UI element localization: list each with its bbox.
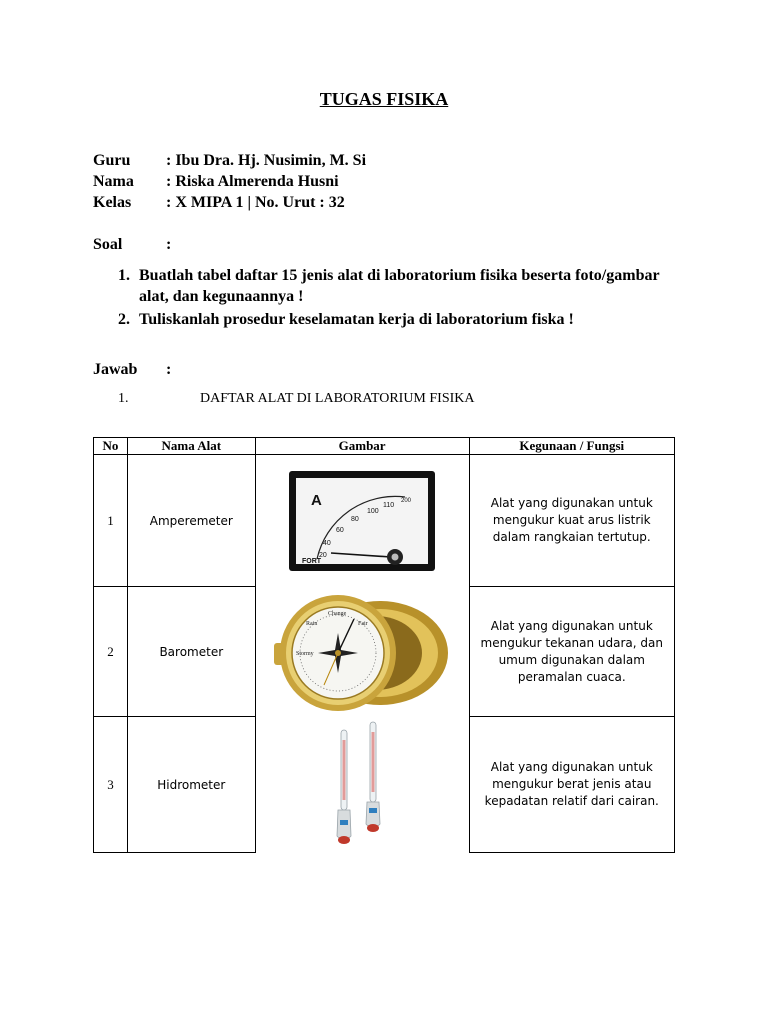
row-fungsi bbox=[469, 587, 674, 717]
ammeter-image bbox=[287, 469, 437, 573]
info-label: Guru bbox=[93, 152, 131, 169]
header-no: No bbox=[94, 438, 128, 455]
row-image-cell bbox=[255, 717, 469, 853]
row-fungsi bbox=[469, 717, 674, 853]
row-name: Amperemeter bbox=[127, 455, 255, 587]
soal-item-text: Tuliskanlah prosedur keselamatan kerja di laboratorium fiska ! bbox=[139, 311, 574, 328]
row-fungsi bbox=[469, 455, 674, 587]
info-label: Nama bbox=[93, 173, 134, 190]
soal-item bbox=[118, 265, 678, 307]
barometer-word: Fair bbox=[358, 620, 368, 627]
info-row-guru bbox=[93, 152, 366, 170]
info-row-nama bbox=[93, 173, 339, 191]
info-row-kelas bbox=[93, 194, 345, 212]
header-nama-alat: Nama Alat bbox=[127, 438, 255, 455]
soal-item-number: 2. bbox=[118, 311, 130, 328]
table-row bbox=[94, 717, 675, 853]
jawab-heading bbox=[93, 361, 171, 379]
barometer-word: Rain bbox=[306, 620, 318, 627]
ammeter-tick-label: 200 bbox=[401, 497, 412, 504]
subsection-number: 1. bbox=[118, 391, 129, 406]
subsection-title: DAFTAR ALAT DI LABORATORIUM FISIKA bbox=[200, 391, 475, 406]
ammeter-tick-label: 40 bbox=[323, 539, 331, 547]
fungsi-text: Alat yang digunakan untuk mengukur kuat arus listrik dalam rangkaian tertutup. bbox=[490, 496, 653, 544]
soal-list bbox=[118, 265, 678, 332]
header-gambar: Gambar bbox=[255, 438, 469, 455]
soal-colon: : bbox=[166, 236, 172, 253]
row-name: Hidrometer bbox=[127, 717, 255, 853]
soal-item bbox=[118, 309, 678, 330]
row-number: 3 bbox=[94, 717, 128, 853]
row-number: 2 bbox=[94, 587, 128, 717]
fungsi-text: Alat yang digunakan untuk mengukur tekanan udara, dan umum digunakan dalam peramalan cuaca. bbox=[480, 618, 663, 684]
info-value: : Riska Almerenda Husni bbox=[166, 173, 339, 190]
barometer-image bbox=[272, 593, 452, 711]
jawab-colon: : bbox=[166, 361, 172, 378]
soal-item-text: Buatlah tabel daftar 15 jenis alat di laboratorium fisika beserta foto/gambar alat, dan kegunaannya ! bbox=[139, 267, 660, 305]
ammeter-letter: A bbox=[311, 491, 322, 509]
row-number: 1 bbox=[94, 455, 128, 587]
ammeter-tick-label: 60 bbox=[336, 526, 344, 534]
table-header-row bbox=[94, 438, 675, 455]
page-title: TUGAS FISIKA bbox=[319, 89, 449, 109]
ammeter-brand: FORT bbox=[302, 557, 322, 565]
barometer-word: Stormy bbox=[296, 650, 314, 657]
ammeter-tick-label: 80 bbox=[351, 515, 359, 523]
soal-label: Soal bbox=[93, 236, 123, 253]
row-image-cell bbox=[255, 587, 469, 717]
hydrometer-image bbox=[317, 720, 407, 850]
header-fungsi: Kegunaan / Fungsi bbox=[469, 438, 674, 455]
soal-item-number: 1. bbox=[118, 267, 130, 284]
row-name: Barometer bbox=[127, 587, 255, 717]
ammeter-tick-label: 110 bbox=[383, 501, 395, 509]
table-row bbox=[94, 587, 675, 717]
info-value: : Ibu Dra. Hj. Nusimin, M. Si bbox=[166, 152, 367, 169]
fungsi-text: Alat yang digunakan untuk mengukur berat jenis atau kepadatan relatif dari cairan. bbox=[484, 760, 659, 808]
barometer-word: Change bbox=[328, 610, 347, 617]
ammeter-tick-label: 20 bbox=[319, 551, 327, 559]
ammeter-tick-label: 100 bbox=[367, 507, 379, 515]
soal-heading bbox=[93, 236, 171, 254]
info-value: : X MIPA 1 | No. Urut : 32 bbox=[166, 194, 345, 211]
row-image-cell bbox=[255, 455, 469, 587]
table-row bbox=[94, 455, 675, 587]
equipment-table bbox=[93, 437, 675, 853]
jawab-label: Jawab bbox=[93, 361, 138, 378]
info-label: Kelas bbox=[93, 194, 132, 211]
